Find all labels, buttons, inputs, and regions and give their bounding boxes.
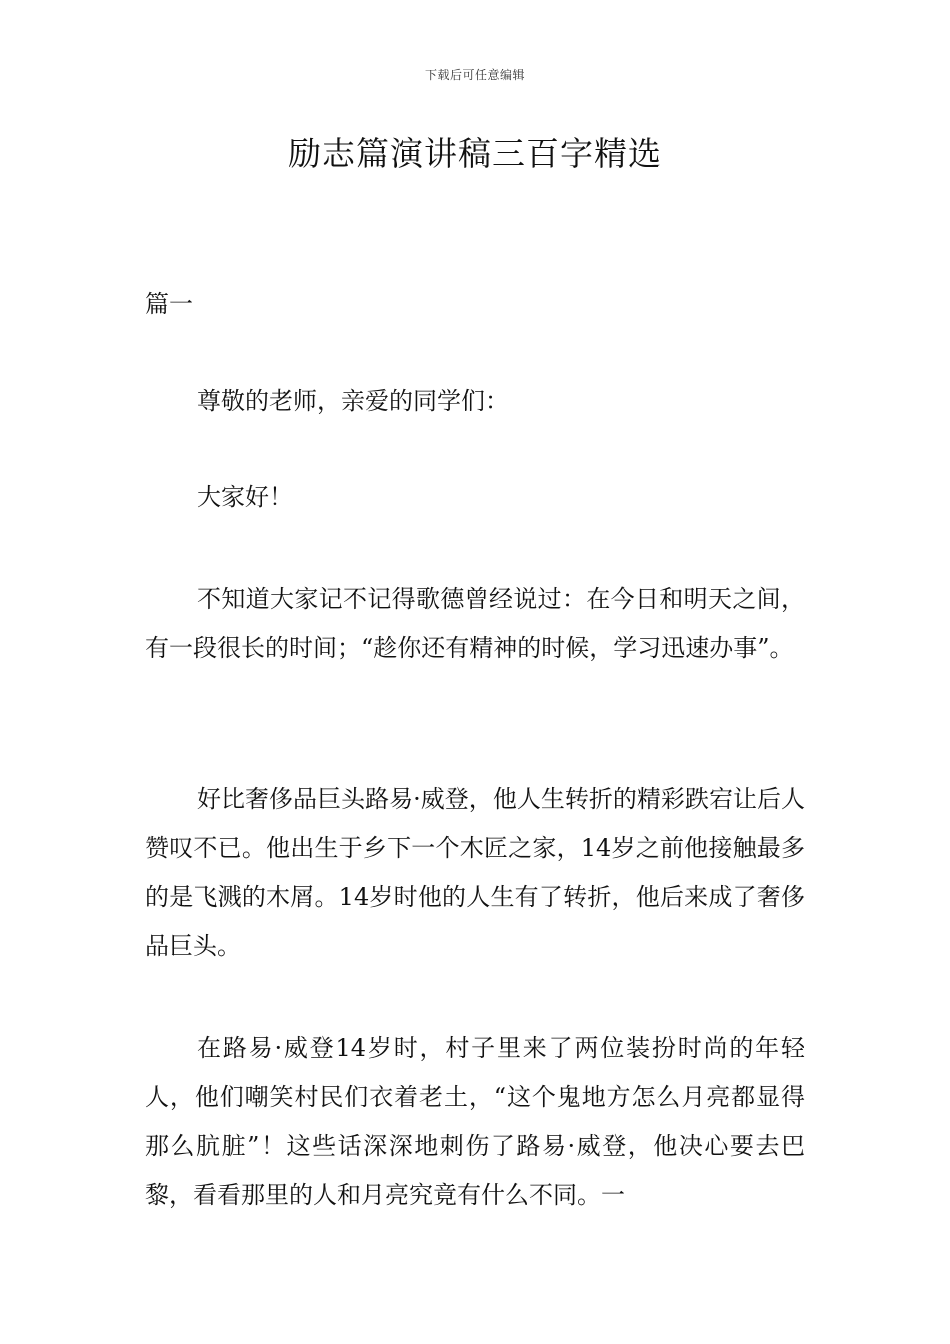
paragraph-text: 不知道大家记不记得歌德曾经说过：在今日和明天之间，有一段很长的时间；“趁你还有精神的时候，学习迅速办事”。 bbox=[145, 585, 805, 662]
paragraph-text: 好比奢侈品巨头路易·威登，他人生转折的精彩跌宕让后人赞叹不已。他出生于乡下一个木匠之家，14岁之前他接触最多的是飞溅的木屑。14岁时他的人生有了转折，他后来成了奢侈品巨头。 bbox=[145, 785, 805, 960]
header-note: 下载后可任意编辑 bbox=[424, 68, 525, 82]
paragraph-text: 在路易·威登14岁时，村子里来了两位装扮时尚的年轻人，他们嘲笑村民们衣着老土，“这个鬼地方怎么月亮都显得那么肮脏”！这些话深深地刺伤了路易·威登，他决心要去巴黎，看看那里的人和月亮究竟有什么不同。一 bbox=[145, 1034, 805, 1209]
section-label: 篇一 bbox=[145, 290, 193, 318]
body-paragraph-3 bbox=[145, 1024, 805, 1220]
body-paragraph-2 bbox=[145, 775, 805, 971]
greeting-text: 大家好！ bbox=[197, 483, 293, 511]
greeting-paragraph bbox=[145, 473, 805, 522]
document-title: 励志篇演讲稿三百字精选 bbox=[288, 134, 662, 173]
salutation-paragraph bbox=[145, 377, 805, 426]
salutation-text: 尊敬的老师，亲爱的同学们： bbox=[197, 387, 509, 415]
body-paragraph-1 bbox=[145, 575, 805, 673]
